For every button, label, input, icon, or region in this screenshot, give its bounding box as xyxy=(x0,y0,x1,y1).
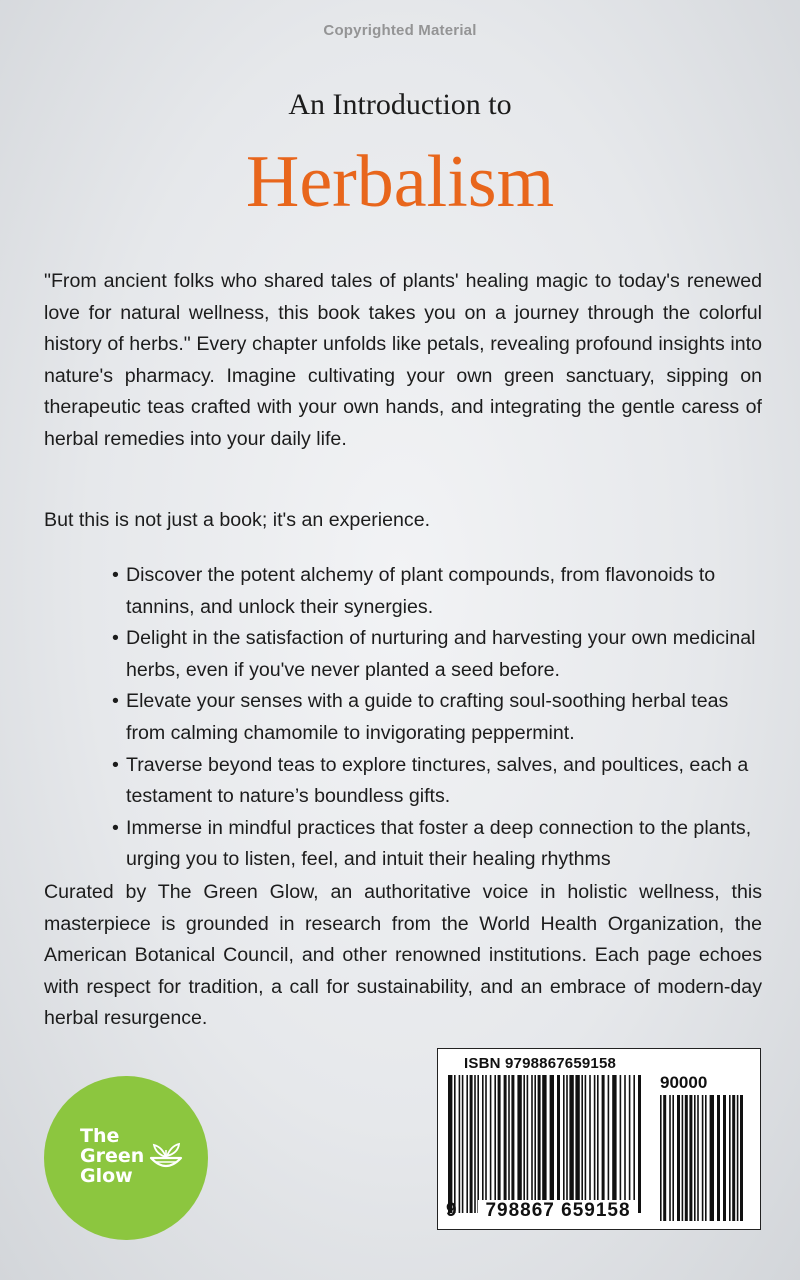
book-title: Herbalism xyxy=(245,141,555,223)
feature-list xyxy=(112,560,772,876)
watermark-top: Copyrighted Material xyxy=(323,22,477,39)
herbal-bowl-icon xyxy=(146,1138,186,1178)
ean-bars xyxy=(444,1075,644,1213)
feature-item: • Immerse in mindful practices that foster a deep connection to the plants, urging you to listen, feel, and intuit their healing rhythms xyxy=(112,813,772,876)
logo-line-glow: Glow xyxy=(80,1165,133,1187)
logo-text xyxy=(80,1126,144,1186)
feature-item: • Traverse beyond teas to explore tinctures, salves, and poultices, each a testament to nature’s boundless gifts. xyxy=(112,750,772,813)
logo-line-the: The xyxy=(80,1125,120,1147)
price-code: 90000 xyxy=(660,1073,708,1092)
feature-item: • Elevate your senses with a guide to crafting soul-soothing herbal teas from calming chamomile to invigorating peppermint. xyxy=(112,686,772,749)
logo-line-green: Green xyxy=(80,1145,145,1167)
book-subtitle: An Introduction to xyxy=(288,88,512,121)
isbn-barcode xyxy=(437,1048,761,1230)
experience-line: But this is not just a book; it's an experience. xyxy=(44,509,431,531)
feature-item: • Discover the potent alchemy of plant compounds, from flavonoids to tannins, and unlock their synergies. xyxy=(112,560,772,623)
ean-digits: 798867 659158 xyxy=(478,1200,638,1222)
intro-paragraph: "From ancient folks who shared tales of plants' healing magic to today's renewed love for natural wellness, this book takes you on a journey through the colorful history of herbs." Every chapter unfolds like petals, revealing profound insights into nature's pharmacy. Imagine cultivating your own green sanctuary, sipping on therapeutic teas crafted with your own hands, and integrating the gentle caress of herbal remedies into your daily life. xyxy=(44,270,762,450)
isbn-label: ISBN 9798867659158 xyxy=(464,1055,617,1072)
addon-bars xyxy=(656,1095,752,1221)
ean-first-digit: 9 xyxy=(446,1200,457,1221)
publisher-logo xyxy=(44,1076,208,1240)
feature-item: • Delight in the satisfaction of nurturing and harvesting your own medicinal herbs, even if you've never planted a seed before. xyxy=(112,623,772,686)
curated-paragraph: Curated by The Green Glow, an authoritative voice in holistic wellness, this masterpiece is grounded in research from the World Health Organization, the American Botanical Council, and other renowned institutions. Each page echoes with respect for tradition, a call for sustainability, and an embrace of modern-day herbal resurgence. xyxy=(44,881,762,1030)
